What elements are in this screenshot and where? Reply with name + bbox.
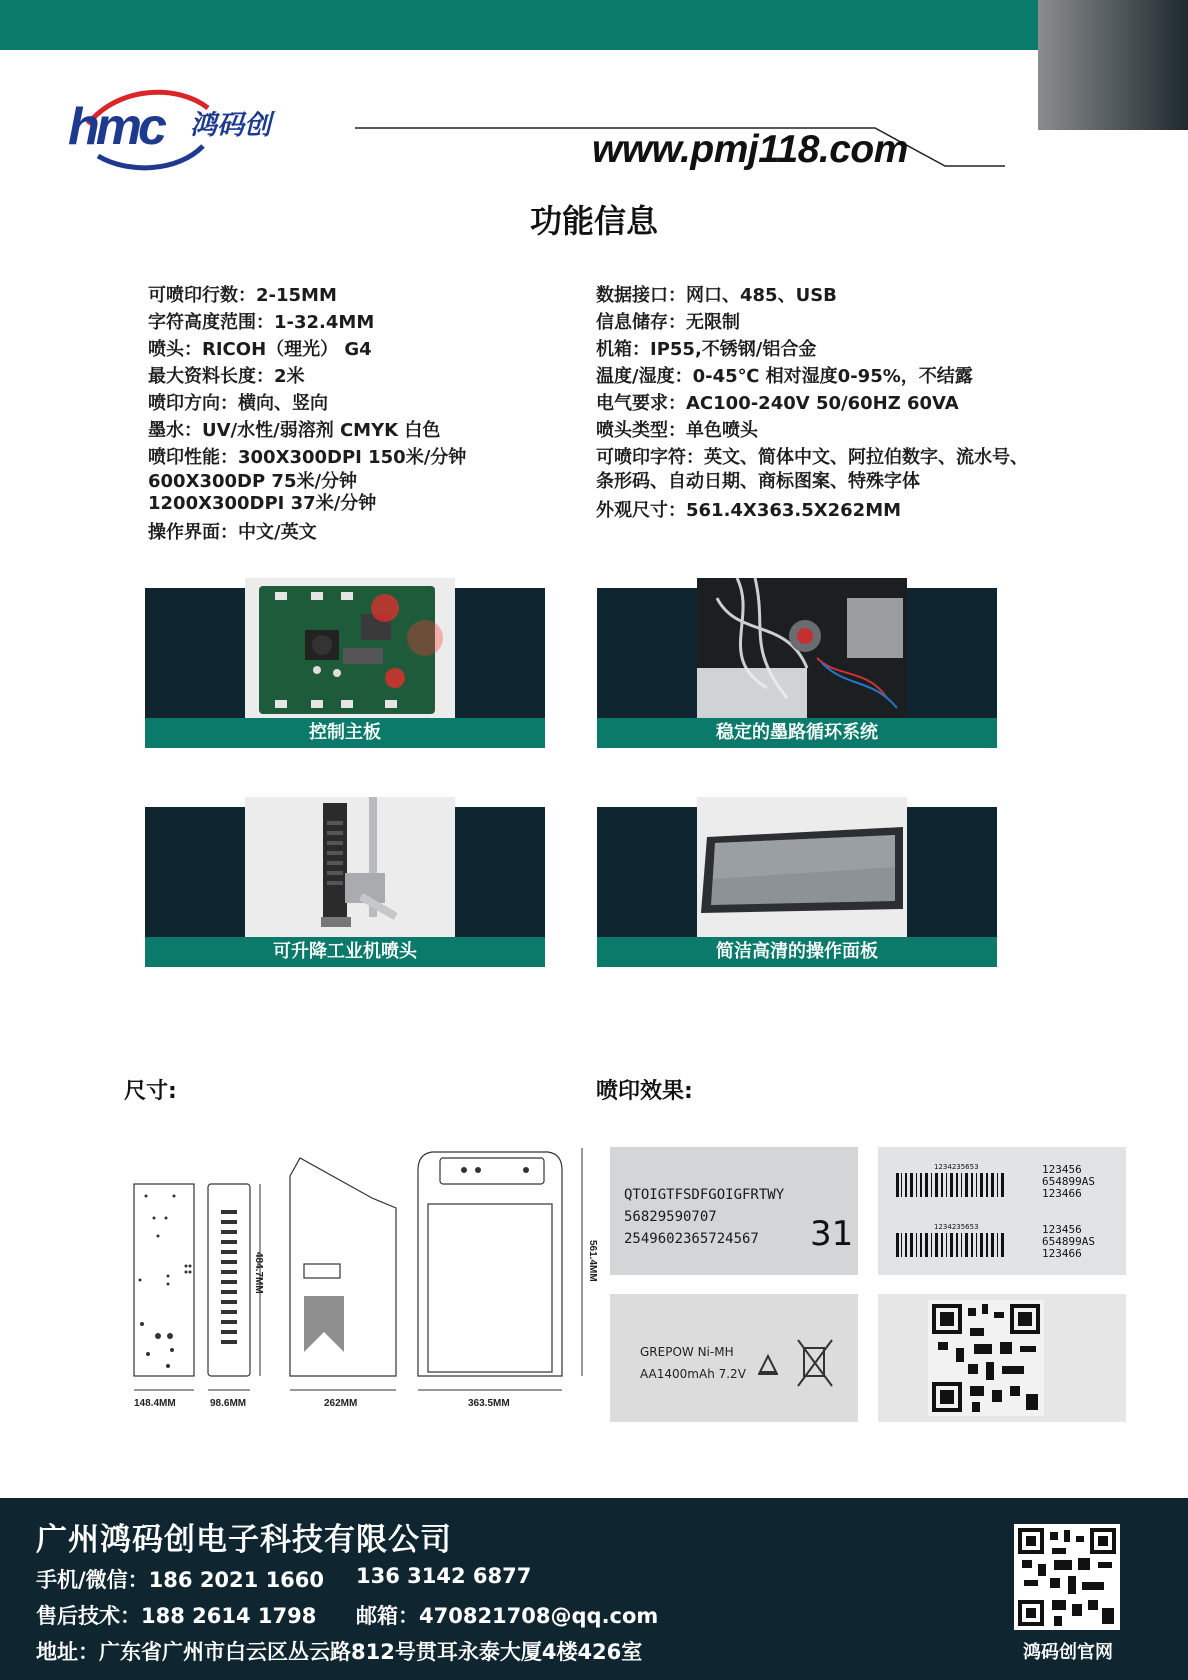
touch-panel-photo [697, 797, 907, 937]
spec-item: 喷印方向：横向、竖向 [148, 393, 328, 414]
spec-item: 数据接口：网口、485、USB [596, 285, 837, 306]
svg-text:654899AS: 654899AS [1042, 1235, 1095, 1248]
dim-width-back: 148.4MM [134, 1398, 176, 1409]
feature-card-print-head [145, 797, 545, 967]
phone-wechat[interactable]: 手机/微信：186 2021 1660 [36, 1568, 325, 1592]
spec-item: 温度/湿度：0-45℃ 相对湿度0-95%，不结露 [596, 366, 973, 387]
spec-item: 条形码、自动日期、商标图案、特殊字体 [596, 471, 920, 492]
spec-item: 字符高度范围：1-32.4MM [148, 312, 375, 333]
dim-height-side: 484.7MM [253, 1252, 264, 1294]
ink-system-photo [697, 578, 907, 718]
svg-text:123466: 123466 [1042, 1247, 1082, 1260]
dim-width-front: 363.5MM [468, 1398, 510, 1409]
spec-item: 可喷印行数：2-15MM [148, 285, 337, 306]
spec-item: 电气要求：AC100-240V 50/60HZ 60VA [596, 393, 959, 414]
dimension-drawing [128, 1140, 598, 1410]
spec-item: 机箱：IP55,不锈钢/铝合金 [596, 339, 817, 360]
sample-text-print [610, 1147, 858, 1275]
spec-item: 墨水：UV/水性/弱溶剂 CMYK 白色 [148, 420, 441, 441]
phone-secondary[interactable]: 136 3142 6877 [356, 1564, 532, 1588]
battery-line1: GREPOW Ni-MH [640, 1345, 734, 1359]
email[interactable]: 邮箱：470821708@qq.com [356, 1604, 659, 1628]
footer [0, 1498, 1188, 1680]
feature-caption: 控制主板 [145, 718, 545, 748]
feature-caption: 可升降工业机喷头 [145, 937, 545, 967]
feature-card-touch-panel [597, 797, 997, 967]
dim-depth: 262MM [324, 1398, 358, 1409]
dimensions-heading: 尺寸: [124, 1079, 177, 1104]
spec-item: 外观尺寸：561.4X363.5X262MM [596, 500, 902, 521]
sample-text-line3: 2549602365724567 [624, 1231, 759, 1247]
barcode-number-2: 1234235653 [934, 1223, 979, 1231]
print-head-photo [245, 797, 455, 937]
website-url[interactable]: www.pmj118.com [592, 128, 908, 171]
feature-card-control-board [145, 578, 545, 748]
spec-item: 1200X300DPI 37米/分钟 [148, 493, 377, 514]
sample-barcode-print [878, 1147, 1126, 1275]
top-accent-bar [0, 0, 1090, 50]
top-right-gradient-block [1038, 0, 1188, 130]
address: 地址：广东省广州市白云区丛云路812号贯耳永泰大厦4楼426室 [36, 1640, 643, 1664]
dim-width-side: 98.6MM [210, 1398, 247, 1409]
spec-item: 信息储存：无限制 [596, 312, 740, 333]
company-name: 广州鸿码创电子科技有限公司 [36, 1522, 452, 1558]
spec-list-left [148, 282, 588, 546]
brand-name: 鸿码创 [190, 110, 271, 141]
spec-item: 最大资料长度：2米 [148, 366, 305, 387]
print-samples-heading: 喷印效果: [596, 1079, 693, 1104]
sample-text-line1: QTOIGTFSDFGOIGFRTWY [624, 1187, 785, 1203]
service-phone[interactable]: 售后技术：188 2614 1798 [36, 1604, 317, 1628]
dim-height-front: 561.4MM [587, 1240, 598, 1282]
company-logo [68, 86, 318, 172]
spec-item: 600X300DP 75米/分钟 [148, 471, 358, 492]
sample-battery-print [610, 1294, 858, 1422]
sample-text-big: 31 [810, 1214, 854, 1254]
feature-card-ink-system [597, 578, 997, 748]
svg-text:654899AS: 654899AS [1042, 1175, 1095, 1188]
sample-text-line2: 56829590707 [624, 1209, 717, 1225]
feature-caption: 简洁高清的操作面板 [597, 937, 997, 967]
spec-item: 喷印性能：300X300DPI 150米/分钟 [148, 447, 467, 468]
sample-qr-print [878, 1294, 1126, 1422]
logo-text: hmc [68, 98, 163, 156]
spec-list-right [596, 282, 1096, 524]
svg-text:123456: 123456 [1042, 1163, 1082, 1176]
contact-phone-row [36, 1564, 532, 1594]
circuit-board-photo [245, 578, 455, 718]
svg-text:123456: 123456 [1042, 1223, 1082, 1236]
spec-item: 操作界面：中文/英文 [148, 522, 317, 543]
website-qr-code[interactable] [1014, 1524, 1120, 1630]
page-title: 功能信息 [529, 202, 658, 240]
battery-line2: AA1400mAh 7.2V [640, 1367, 746, 1381]
spec-item: 喷头类型：单色喷头 [596, 420, 758, 441]
svg-text:123466: 123466 [1042, 1187, 1082, 1200]
feature-caption: 稳定的墨路循环系统 [597, 718, 997, 748]
contact-service-row [36, 1600, 659, 1630]
barcode-number-1: 1234235653 [934, 1163, 979, 1171]
qr-caption: 鸿码创官网 [1023, 1642, 1113, 1663]
spec-item: 可喷印字符：英文、简体中文、阿拉伯数字、流水号、 [596, 447, 1028, 468]
spec-item: 喷头：RICOH（理光） G4 [148, 339, 372, 360]
